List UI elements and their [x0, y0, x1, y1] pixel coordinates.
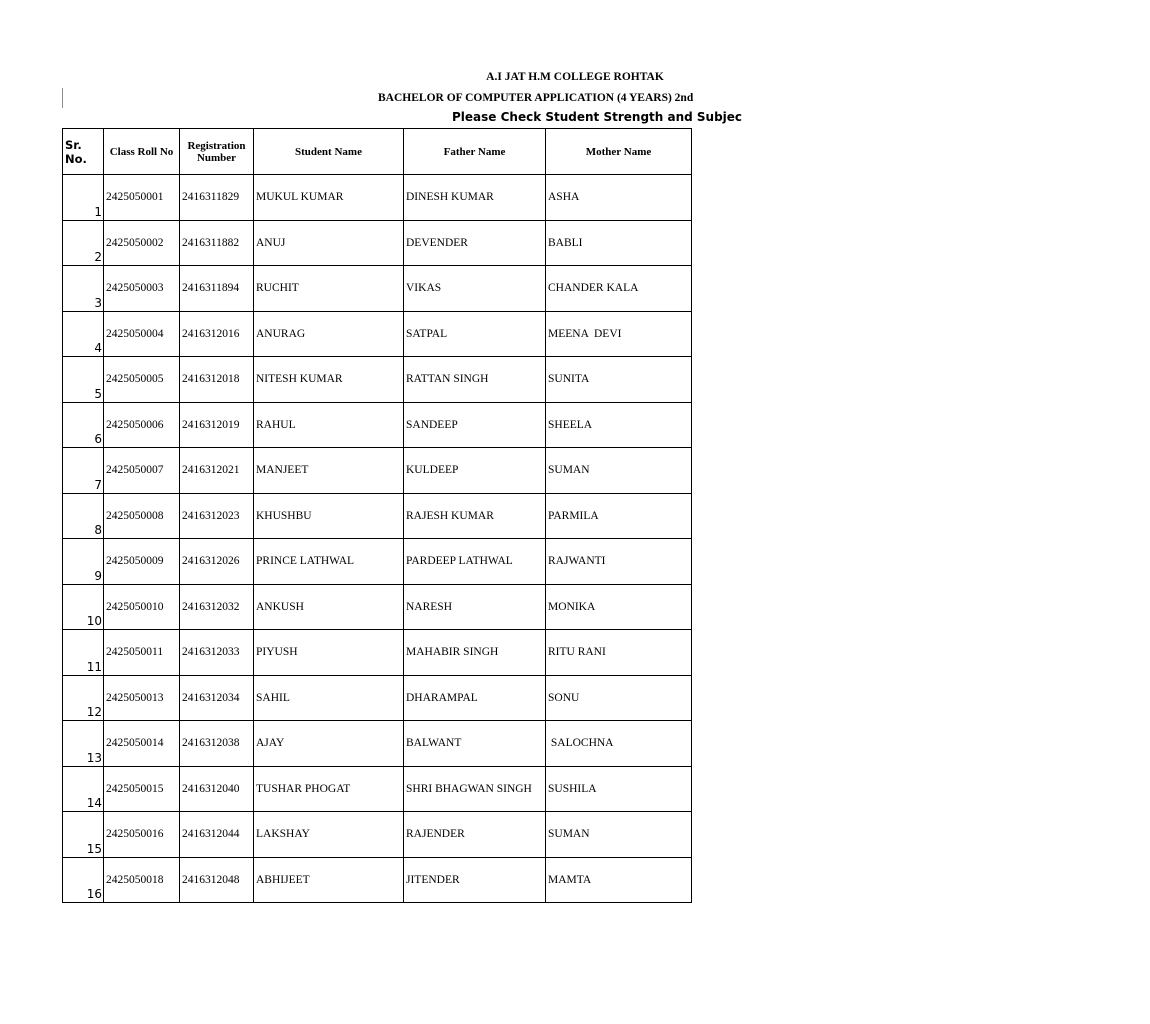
table-row	[63, 311, 692, 357]
father-name-cell: JITENDER	[404, 857, 546, 903]
father-name-cell: SATPAL	[404, 311, 546, 357]
class-roll-cell: 2425050008	[104, 493, 180, 539]
column-header-father-name: Father Name	[404, 129, 546, 175]
student-name-cell: MANJEET	[254, 448, 404, 494]
table-row	[63, 539, 692, 585]
student-name-cell: MUKUL KUMAR	[254, 175, 404, 221]
student-roster-table	[62, 128, 692, 903]
father-name-cell: RAJESH KUMAR	[404, 493, 546, 539]
table-row	[63, 402, 692, 448]
father-name-cell: KULDEEP	[404, 448, 546, 494]
registration-cell: 2416312048	[180, 857, 254, 903]
student-name-cell: SAHIL	[254, 675, 404, 721]
registration-cell: 2416312018	[180, 357, 254, 403]
father-name-cell: DEVENDER	[404, 220, 546, 266]
column-header-class-roll-no: Class Roll No	[104, 129, 180, 175]
class-roll-cell: 2425050003	[104, 266, 180, 312]
class-roll-cell: 2425050006	[104, 402, 180, 448]
college-title: A.I JAT H.M COLLEGE ROHTAK	[486, 71, 664, 83]
mother-name-cell: SUSHILA	[546, 766, 692, 812]
sr-no-cell: 1	[63, 175, 104, 221]
registration-cell: 2416311882	[180, 220, 254, 266]
mother-name-cell: SHEELA	[546, 402, 692, 448]
class-roll-cell: 2425050011	[104, 630, 180, 676]
father-name-cell: RAJENDER	[404, 812, 546, 858]
student-name-cell: KHUSHBU	[254, 493, 404, 539]
sr-no-cell: 7	[63, 448, 104, 494]
registration-cell: 2416312034	[180, 675, 254, 721]
table-row	[63, 266, 692, 312]
table-row	[63, 721, 692, 767]
table-row	[63, 357, 692, 403]
registration-cell: 2416312019	[180, 402, 254, 448]
table-row	[63, 175, 692, 221]
class-roll-cell: 2425050009	[104, 539, 180, 585]
column-header-registration-number: Registration Number	[180, 129, 254, 175]
sr-no-cell: 8	[63, 493, 104, 539]
student-name-cell: TUSHAR PHOGAT	[254, 766, 404, 812]
table-row	[63, 220, 692, 266]
mother-name-cell: BABLI	[546, 220, 692, 266]
father-name-cell: BALWANT	[404, 721, 546, 767]
sr-no-cell: 6	[63, 402, 104, 448]
table-row	[63, 857, 692, 903]
registration-cell: 2416312033	[180, 630, 254, 676]
class-roll-cell: 2425050015	[104, 766, 180, 812]
student-name-cell: ANUJ	[254, 220, 404, 266]
mother-name-cell: MONIKA	[546, 584, 692, 630]
sr-no-cell: 13	[63, 721, 104, 767]
mother-name-cell: SONU	[546, 675, 692, 721]
father-name-cell: SANDEEP	[404, 402, 546, 448]
course-title: BACHELOR OF COMPUTER APPLICATION (4 YEARS) 2nd	[378, 92, 694, 104]
column-header-student-name: Student Name	[254, 129, 404, 175]
registration-cell: 2416312032	[180, 584, 254, 630]
registration-cell: 2416312026	[180, 539, 254, 585]
student-name-cell: RAHUL	[254, 402, 404, 448]
father-name-cell: NARESH	[404, 584, 546, 630]
table-row	[63, 493, 692, 539]
father-name-cell: MAHABIR SINGH	[404, 630, 546, 676]
mother-name-cell: CHANDER KALA	[546, 266, 692, 312]
registration-cell: 2416312023	[180, 493, 254, 539]
sr-no-cell: 11	[63, 630, 104, 676]
class-roll-cell: 2425050007	[104, 448, 180, 494]
mother-name-cell: PARMILA	[546, 493, 692, 539]
sr-no-cell: 10	[63, 584, 104, 630]
registration-cell: 2416312021	[180, 448, 254, 494]
student-name-cell: PRINCE LATHWAL	[254, 539, 404, 585]
father-name-cell: SHRI BHAGWAN SINGH	[404, 766, 546, 812]
column-header-sr-no: Sr. No.	[63, 129, 104, 175]
father-name-cell: DHARAMPAL	[404, 675, 546, 721]
mother-name-cell: MAMTA	[546, 857, 692, 903]
mother-name-cell: SUMAN	[546, 812, 692, 858]
mother-name-cell: MEENA DEVI	[546, 311, 692, 357]
header-row	[63, 129, 692, 175]
sr-no-cell: 5	[63, 357, 104, 403]
table-row	[63, 584, 692, 630]
mother-name-cell: SUNITA	[546, 357, 692, 403]
class-roll-cell: 2425050018	[104, 857, 180, 903]
instruction-text: Please Check Student Strength and Subjec	[452, 110, 743, 124]
student-name-cell: PIYUSH	[254, 630, 404, 676]
class-roll-cell: 2425050016	[104, 812, 180, 858]
class-roll-cell: 2425050010	[104, 584, 180, 630]
registration-cell: 2416311894	[180, 266, 254, 312]
student-name-cell: ABHIJEET	[254, 857, 404, 903]
father-name-cell: RATTAN SINGH	[404, 357, 546, 403]
table-row	[63, 448, 692, 494]
sr-no-cell: 14	[63, 766, 104, 812]
class-roll-cell: 2425050004	[104, 311, 180, 357]
roster-body	[63, 175, 692, 903]
sr-no-cell: 2	[63, 220, 104, 266]
student-name-cell: ANKUSH	[254, 584, 404, 630]
column-header-mother-name: Mother Name	[546, 129, 692, 175]
mother-name-cell: ASHA	[546, 175, 692, 221]
sr-no-cell: 9	[63, 539, 104, 585]
sr-no-cell: 12	[63, 675, 104, 721]
class-roll-cell: 2425050014	[104, 721, 180, 767]
student-name-cell: NITESH KUMAR	[254, 357, 404, 403]
father-name-cell: VIKAS	[404, 266, 546, 312]
registration-cell: 2416312038	[180, 721, 254, 767]
father-name-cell: PARDEEP LATHWAL	[404, 539, 546, 585]
registration-cell: 2416312040	[180, 766, 254, 812]
mother-name-cell: SUMAN	[546, 448, 692, 494]
mother-name-cell: RAJWANTI	[546, 539, 692, 585]
class-roll-cell: 2425050001	[104, 175, 180, 221]
sr-no-cell: 3	[63, 266, 104, 312]
registration-cell: 2416312044	[180, 812, 254, 858]
table-row	[63, 630, 692, 676]
student-name-cell: RUCHIT	[254, 266, 404, 312]
class-roll-cell: 2425050013	[104, 675, 180, 721]
class-roll-cell: 2425050002	[104, 220, 180, 266]
student-name-cell: ANURAG	[254, 311, 404, 357]
student-name-cell: LAKSHAY	[254, 812, 404, 858]
mother-name-cell: RITU RANI	[546, 630, 692, 676]
table-row	[63, 766, 692, 812]
table-row	[63, 675, 692, 721]
class-roll-cell: 2425050005	[104, 357, 180, 403]
student-name-cell: AJAY	[254, 721, 404, 767]
registration-cell: 2416311829	[180, 175, 254, 221]
registration-cell: 2416312016	[180, 311, 254, 357]
sr-no-cell: 16	[63, 857, 104, 903]
mother-name-cell: SALOCHNA	[546, 721, 692, 767]
father-name-cell: DINESH KUMAR	[404, 175, 546, 221]
sr-no-cell: 4	[63, 311, 104, 357]
sr-no-cell: 15	[63, 812, 104, 858]
table-row	[63, 812, 692, 858]
